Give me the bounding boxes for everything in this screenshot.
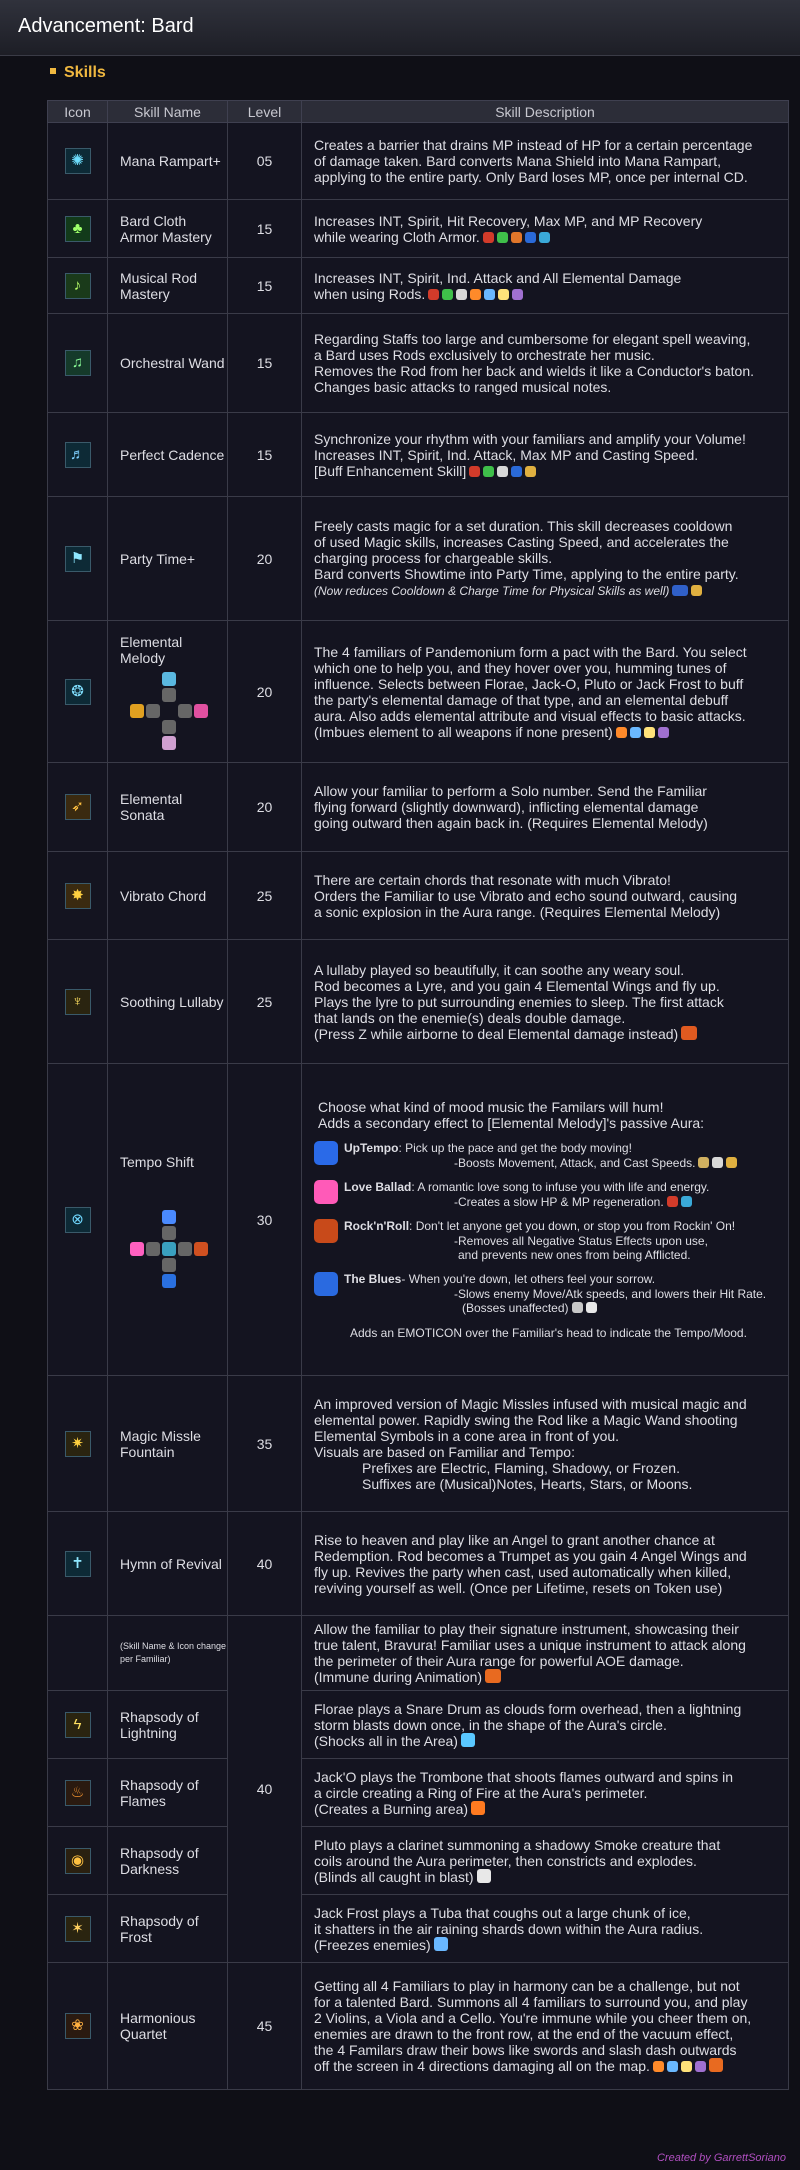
jack-frost-icon [162,736,176,750]
soothing-lullaby-icon: ♆ [65,989,91,1015]
skills-table [47,100,789,2090]
ind-attack-icon [456,289,467,300]
shock-icon [461,1733,475,1747]
selector-slot-icon [162,688,176,702]
rock-n-roll-icon [194,1242,208,1256]
magic-missle-fountain-icon: ✷ [65,1431,91,1457]
pluto-icon [194,704,208,718]
tempo-option-the-blues: The Blues- When you're down, let others feel your sorrow. -Slows enemy Move/Atk speeds, and lowers their Hit Rate. (Bosses unaffected) [314,1270,778,1315]
skill-description: Freely casts magic for a set duration. This skill decreases cooldown of used Magic skills, increases Casting Speed, and accelerates the charging process for chargeable skills. Bard converts Showtime into Party Time, applying to the entire party. (Now reduces Cooldown & Charge Time for Physical Skills as well) [302,497,789,621]
skill-description: Increases INT, Spirit, Ind. Attack and All Elemental Damage when using Rods. [302,258,789,314]
tempo-shift-icon: ⊗ [65,1207,91,1233]
table-row [48,1691,789,1759]
spirit-stat-icon [442,289,453,300]
florae-icon [162,672,176,686]
header-icon: Icon [48,101,108,123]
selector-slot-icon [162,1258,176,1272]
skill-level: 20 [228,497,302,621]
skill-name: Elemental Melody [120,633,183,666]
table-row [48,258,789,314]
the-blues-icon [314,1272,338,1296]
table-row [48,763,789,852]
table-row [48,1759,789,1827]
rhapsody-of-flames-icon: ♨ [65,1780,91,1806]
immune-icon [485,1669,501,1683]
cast-speed-icon [525,466,536,477]
light-element-icon [498,289,509,300]
table-row [48,940,789,1064]
skill-level: 15 [228,413,302,497]
table-row [48,1963,789,2090]
fire-element-icon [470,289,481,300]
int-stat-icon [483,232,494,243]
skill-name: Elemental Sonata [108,763,228,852]
freeze-icon [434,1937,448,1951]
elemental-sonata-icon: ➶ [65,794,91,820]
skill-name: Hymn of Revival [108,1512,228,1616]
credit-text: Created by GarrettSoriano [656,2152,786,2164]
bullet-icon [50,68,56,74]
skill-description: The 4 familiars of Pandemonium form a pact with the Bard. You select which one to help you, and they hover over you, humming tunes of influence. Selects between Florae, Jack-O, Pluto or Jack Frost to buff the party's elemental damage of that type, and an elemental debuff aura. Also adds elemental attribute and visual effects to basic attacks. (Imbues element to all weapons if none present) [302,621,789,763]
uptempo-icon [314,1141,338,1165]
table-row [48,852,789,940]
skill-name: Perfect Cadence [108,413,228,497]
light-element-icon [681,2061,692,2072]
skill-name-note: (Skill Name & Icon change per Familiar) [108,1616,228,1691]
rhapsody-of-frost-icon: ✶ [65,1916,91,1942]
immune-icon [709,2058,723,2072]
table-row [48,413,789,497]
table-row [48,314,789,413]
hit-recovery-icon [511,232,522,243]
skill-name: Rhapsody of Flames [108,1759,228,1827]
table-row [48,123,789,200]
harmonious-quartet-icon: ❀ [65,2013,91,2039]
table-row [48,1895,789,1963]
party-time-icon: ⚑ [65,546,91,572]
water-element-icon [667,2061,678,2072]
water-element-icon [630,727,641,738]
spirit-stat-icon [497,232,508,243]
attack-speed-icon [712,1157,723,1168]
selector-slot-icon [162,1226,176,1240]
skill-description: Allow the familiar to play their signature instrument, showcasing their true talent, Bravura! Familiar uses a unique instrument to attack along the perimeter of their Aura range for powerful AOE damage. (Immune during Animation) [302,1616,789,1691]
shadow-element-icon [658,727,669,738]
selector-slot-icon [146,704,160,718]
skill-name: Mana Rampart+ [108,123,228,200]
jacko-icon [130,704,144,718]
slow-icon [572,1302,583,1313]
skill-name: Rhapsody of Lightning [108,1691,228,1759]
light-element-icon [644,727,655,738]
title-bar [0,0,800,56]
selector-slot-icon [178,1242,192,1256]
cooldown-icon [672,585,688,596]
tempo-option-rock-n-roll: Rock'n'Roll: Don't let anyone get you down, or stop you from Rockin' On! -Removes all Negative Status Effects upon use, and prevents new ones from being Afflicted. [314,1217,778,1262]
table-row [48,1376,789,1512]
skill-description: Regarding Staffs too large and cumbersome for elegant spell weaving, a Bard uses Rods exclusively to orchestrate her music. Removes the Rod from her back and wields it like a Conductor's baton. Changes basic attacks to ranged musical notes. [302,314,789,413]
skill-level: 45 [228,1963,302,2090]
header-skill-description: Skill Description [302,101,789,123]
skill-level: 25 [228,940,302,1064]
skill-description: Choose what kind of mood music the Familars will hum! Adds a secondary effect to [Elemental Melody]'s passive Aura: UpTempo: Pick up the pace and get the body moving! -Boosts Movement, Attack, and Cast Speeds. Love Ballad: A romantic love song to infuse you with life and energy. -Creates a slow HP & MP regeneration. Rock'n'Roll: Don't let anyone get you down, or stop you from Rockin' On! -Removes all Negative Status Effects upon use, and prevents new ones from being Afflicted. The Blues- When you're down, let others feel your sorrow. -Slows enemy Move/Atk speeds, and lowers their Hit Rate. (Bosses unaffected) Adds an EMOTICON over the Familiar's head to indicate the Tempo/Mood. [302,1064,789,1376]
elemental-damage-icon [681,1026,697,1040]
orchestral-wand-icon: ♫ [65,350,91,376]
skill-level: 35 [228,1376,302,1512]
table-header-row [48,101,789,123]
fire-element-icon [616,727,627,738]
water-element-icon [484,289,495,300]
header-skill-name: Skill Name [108,101,228,123]
tempo-option-love-ballad: Love Ballad: A romantic love song to infuse you with life and energy. -Creates a slow HP & MP regeneration. [314,1178,778,1209]
skill-description: An improved version of Magic Missles infused with musical magic and elemental power. Rapidly swing the Rod like a Magic Wand shooting Elemental Symbols in a cone area in front of you. Visuals are based on Familiar and Tempo: Prefixes are Electric, Flaming, Shadowy, or Frozen. Suffixes are (Musical)Notes, Hearts, Stars, or Moons. [302,1376,789,1512]
skill-name: Magic Missle Fountain [108,1376,228,1512]
mana-rampart-icon: ✺ [65,148,91,174]
blind-icon [586,1302,597,1313]
skill-name: Orchestral Wand [108,314,228,413]
rhapsody-of-darkness-icon: ◉ [65,1848,91,1874]
skill-description: Rise to heaven and play like an Angel to grant another chance at Redemption. Rod becomes a Trumpet as you gain 4 Angel Wings and fly up. Revives the party when cast, used automatically when killed, reviving yourself as well. (Once per Lifetime, resets on Token use) [302,1512,789,1616]
skill-name: Soothing Lullaby [108,940,228,1064]
skill-description: Creates a barrier that drains MP instead of HP for a certain percentage of damage taken. Bard converts Mana Shield into Mana Rampart, applying to the entire party. Only Bard loses MP, once per internal CD. [302,123,789,200]
blind-icon [477,1869,491,1883]
skill-name: Rhapsody of Darkness [108,1827,228,1895]
skill-name-cell [108,1064,228,1376]
mp-recovery-icon [539,232,550,243]
movement-speed-icon [698,1157,709,1168]
skill-description: Jack Frost plays a Tuba that coughs out a large chunk of ice, it shatters in the air raining shards down within the Aura radius. (Freezes enemies) [302,1895,789,1963]
burn-icon [471,1801,485,1815]
skill-level: 15 [228,314,302,413]
love-ballad-icon [130,1242,144,1256]
skill-name-cell [108,621,228,763]
rhapsody-of-lightning-icon: ϟ [65,1712,91,1738]
skill-description: Increases INT, Spirit, Hit Recovery, Max MP, and MP Recovery while wearing Cloth Armor. [302,200,789,258]
skill-name: Musical Rod Mastery [108,258,228,314]
cast-speed-icon [726,1157,737,1168]
skill-level: 20 [228,621,302,763]
max-mp-icon [525,232,536,243]
vibrato-chord-icon: ✸ [65,883,91,909]
skill-description: Florae plays a Snare Drum as clouds form overhead, then a lightning storm blasts down once, in the shape of the Aura's circle. (Shocks all in the Area) [302,1691,789,1759]
hymn-of-revival-icon: ✝ [65,1551,91,1577]
table-row [48,621,789,763]
rock-n-roll-icon [314,1219,338,1243]
skill-level: 05 [228,123,302,200]
skill-description: Getting all 4 Familiars to play in harmony can be a challenge, but not for a talented Bard. Summons all 4 familiars to surround you, and play 2 Violins, a Viola and a Cello. You're immune while you cheer them on, enemies are drawn to the front row, at the end of the vacuum effect, the 4 Familars draw their bows like swords and slash dash outwards off the screen in 4 directions damaging all on the map. [302,1963,789,2090]
skill-description: Allow your familiar to perform a Solo number. Send the Familiar flying forward (slightly downward), inflicting elemental damage going outward then again back in. (Requires Elemental Melody) [302,763,789,852]
skill-name: Party Time+ [108,497,228,621]
shadow-element-icon [695,2061,706,2072]
perfect-cadence-icon: ♬ [65,442,91,468]
int-stat-icon [469,466,480,477]
skill-name: Vibrato Chord [108,852,228,940]
selector-slot-icon [162,720,176,734]
section-title: Skills [64,64,106,81]
skill-level: 20 [228,763,302,852]
skill-description: Synchronize your rhythm with your familiars and amplify your Volume! Increases INT, Spirit, Ind. Attack, Max MP and Casting Speed. [Buff Enhancement Skill] [302,413,789,497]
love-ballad-icon [314,1180,338,1204]
int-stat-icon [428,289,439,300]
elemental-melody-icon: ❂ [65,679,91,705]
cloth-armor-icon: ♣ [65,216,91,242]
skill-level: 15 [228,200,302,258]
fire-element-icon [653,2061,664,2072]
selector-slot-icon [178,704,192,718]
uptempo-icon [162,1210,176,1224]
table-row [48,1616,789,1691]
ind-attack-icon [497,466,508,477]
table-row [48,1512,789,1616]
skill-description: There are certain chords that resonate with much Vibrato! Orders the Familiar to use Vibrato and echo sound outward, causing a sonic explosion in the Aura range. (Requires Elemental Melody) [302,852,789,940]
spirit-stat-icon [483,466,494,477]
max-mp-icon [511,466,522,477]
mp-regen-icon [681,1196,692,1207]
skill-level: 40 [228,1616,302,1963]
icon-cell [48,1616,108,1691]
skill-description: Jack'O plays the Trombone that shoots flames outward and spins in a circle creating a Ring of Fire at the Aura's perimeter. (Creates a Burning area) [302,1759,789,1827]
skill-name: Rhapsody of Frost [108,1895,228,1963]
skill-name: Bard Cloth Armor Mastery [108,200,228,258]
section-heading [50,64,106,82]
table-row [48,497,789,621]
skill-level: 25 [228,852,302,940]
skill-level: 30 [228,1064,302,1376]
familiar-selector [124,672,214,750]
shadow-element-icon [512,289,523,300]
rod-mastery-icon: ♪ [65,273,91,299]
table-row [48,1827,789,1895]
header-level: Level [228,101,302,123]
table-row [48,200,789,258]
cast-speed-icon [691,585,702,596]
the-blues-icon [162,1274,176,1288]
skill-level: 40 [228,1512,302,1616]
table-row [48,1064,789,1376]
selector-center-icon [162,1242,176,1256]
selector-slot-icon [146,1242,160,1256]
tempo-option-uptempo: UpTempo: Pick up the pace and get the body moving! -Boosts Movement, Attack, and Cast Speeds. [314,1139,778,1170]
skill-description: Pluto plays a clarinet summoning a shadowy Smoke creature that coils around the Aura perimeter, then constricts and explodes. (Blinds all caught in blast) [302,1827,789,1895]
hp-regen-icon [667,1196,678,1207]
skill-level: 15 [228,258,302,314]
skill-name: Harmonious Quartet [108,1963,228,2090]
skill-description: A lullaby played so beautifully, it can soothe any weary soul. Rod becomes a Lyre, and you gain 4 Elemental Wings and fly up. Plays the lyre to put surrounding enemies to sleep. The first attack that lands on the enemie(s) deals double damage. (Press Z while airborne to deal Elemental damage instead) [302,940,789,1064]
window-title: Advancement: Bard [18,15,194,37]
skill-name: Tempo Shift [120,1154,194,1170]
tempo-selector [124,1210,214,1284]
